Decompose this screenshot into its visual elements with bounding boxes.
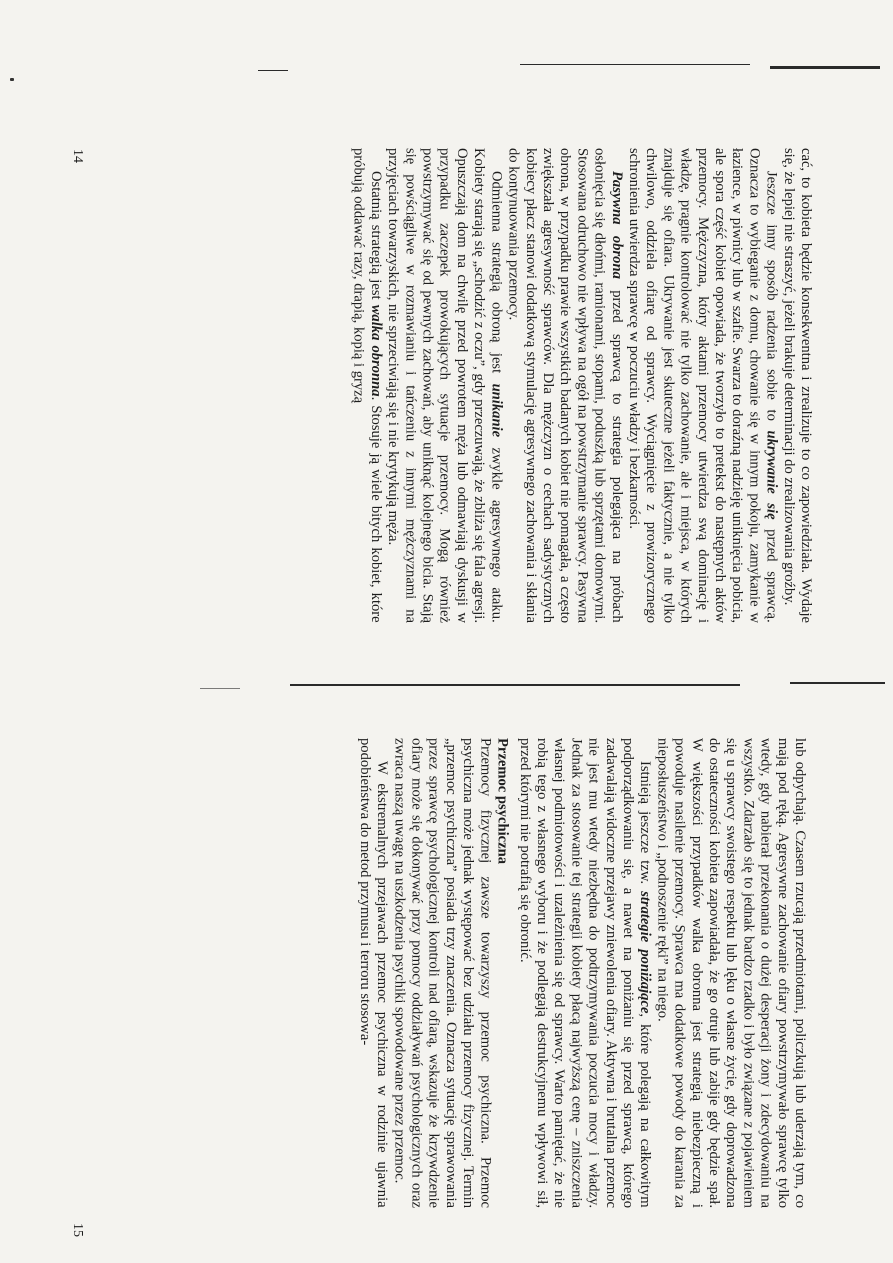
page-number-right: 15 bbox=[70, 1223, 85, 1237]
page-15-text bbox=[102, 738, 808, 1208]
emphasis: Pasywna obrona bbox=[608, 171, 625, 280]
scan-speck bbox=[10, 78, 14, 81]
paragraph: Przemocy fizycznej zawsze towarzyszy przemoc psychiczna. Przemoc psychiczna może jednak występować bez udziału przemocy fizycznej. Termin „przemoc psychiczna” posiada trzy znaczenia. Oznacza sytuację sprawowania przez sprawcę psychologicznej kontroli nad ofiarą, wskazuje że krzywdzenie ofiary może się dokonywać przy pomocy oddziaływań psychologicznych oraz zwraca naszą uwagę na uszkodzenia psychiki spowodowane przez przemoc. bbox=[391, 738, 494, 1208]
paragraph: Jeszcze inny sposób radzenia sobie to ukrywanie się przed sprawcą. Oznacza to wybieganie z domu, chowanie się w innym pokoju, zamykanie w łazience, w piwnicy lub w szafie. Swarza to doraźną nadzieję uniknięcia pobicia, ale spora część kobiet opowiada, że tworzyło to pretekst do następnych aktów przemocy. Mężczyzna, który aktami przemocy utwierdza swą dominację i władzę, pragnie kontrolować nie tylko zachowanie, ale i miejsca, w których znajduje się ofiara. Ukrywanie jest skuteczne jeżeli faktycznie, a nie tylko chwilowo, oddziela ofiarę od sprawcy. Wyciągnięcie z prowizorycznego schronienia utwierdza sprawcę w poczuciu władzy i bezkarności. bbox=[625, 148, 780, 623]
paragraph: lub odpychają. Czasem rzucają przedmiotami, policzkują lub uderzają tym, co mają pod ręką. Agresywne zachowanie ofiary powstrzymywało sprawcę tylko wtedy, gdy nabierał przekonania o dużej desperacji żony i zdecydowaniu na wszystko. Zdarzało się to jednak bardzo rzadko i było związane z pojawieniem się u sprawcy swoistego respektu lub lęku o własne życie, gdy doprowadzona do ostateczności kobieta zapowiadała, że go otruje lub zabije gdy będzie spał. W większości przypadków walka obronna jest strategią niebezpieczną i powoduje nasilenie przemocy. Sprawca ma dodatkowe powody do karania za nieposłuszeństwo i „podnoszenie ręki” na niego. bbox=[654, 738, 808, 1208]
paragraph: Istnieją jeszcze tzw. strategie poniżające, które polegają na całkowitym podporządkowaniu się, a nawet na poniżaniu się przed sprawcą, którego zadawalają widoczne przejawy zniewolenia ofiary. Aktywna i brutalna przemoc nie jest mu wtedy niezbędna do podtrzymywania poczucia mocy i władzy. Jednak za stosowanie tej strategii kobiety płacą najwyższą cenę – zniszczenia własnej podmiotowości i uzależnienia się od sprawcy. Warto pamiętać, że nie robią tego z własnego wyboru i że podlegają destrukcyjnemu wpływowi sił, przed którymi nie potrafią się obronić. bbox=[516, 738, 654, 1208]
page-divider-rule bbox=[790, 682, 885, 684]
page-14-text bbox=[102, 148, 814, 623]
paragraph: W ekstremalnych przejawach przemoc psychiczna w rodzinie ujawnia podobieństwa do metod przymusu i terroru stosowa- bbox=[356, 738, 391, 1208]
emphasis: ukrywanie się bbox=[763, 430, 780, 520]
paragraph: Odmienna strategią obroną jest unikanie zwykle agresywnego ataku. Kobiety starają się „schodzić z oczu”, gdy przeczuwają, że zbliża się fala agresji. Opuszczają dom na chwilę przed powrotem męża lub odmawiają dyskusji w przypadku zaczepek prowokujących sytuacje przemocy. Mogą również powstrzymywać się od pewnych zachowań, aby uniknąć kolejnego bicia. Stają się powściągliwe w rozmawianiu i tańczeniu z innymi mężczyznami na przyjęciach towarzyskich, nie sprzeciwiają się i nie krytykują męża. bbox=[385, 148, 505, 623]
emphasis: unikanie bbox=[488, 383, 505, 438]
top-edge-rule bbox=[520, 64, 750, 65]
paragraph: Ostatnią strategią jest walka obronna. Stosuje ją wiele bitych kobiet, które próbują oddawać razy, drapią, kopią i gryzą bbox=[350, 148, 384, 623]
section-heading: Przemoc psychiczna bbox=[494, 738, 511, 865]
paragraph: Pasywna obrona przed sprawcą to strategia polegająca na próbach osłonięcia się dłońmi, ramionami, stopami, poduszką lub sprzętami domowymi. Stosowana odruchowo nie wpływa na ogół na powstrzymanie sprawcy. Pasywna obrona, w przypadku prawie wszystkich badanych kobiet nie pomagała, a często zwiększała agresywność sprawców. Dla mężczyzn o cechach sadystycznych kobiecy płacz stanowi dodatkową stymulację agresywnego zachowania i skłania do kontynuowania przemocy. bbox=[505, 148, 625, 623]
emphasis: strategie poniżające bbox=[637, 891, 654, 1014]
top-edge-rule bbox=[258, 70, 288, 71]
page-number-left: 14 bbox=[70, 149, 85, 163]
emphasis: walka obronna bbox=[367, 305, 384, 397]
page-divider-rule bbox=[290, 684, 740, 686]
page-divider-rule bbox=[200, 688, 240, 689]
paragraph: cać, to kobieta będzie konsekwentna i zrealizuje to co zapowiedziała. Wydaje się, że lepiej nie straszyć, jeżeli brakuje determinacji do zrealizowania groźby. bbox=[780, 148, 814, 623]
top-edge-rule-heavy bbox=[770, 66, 880, 69]
